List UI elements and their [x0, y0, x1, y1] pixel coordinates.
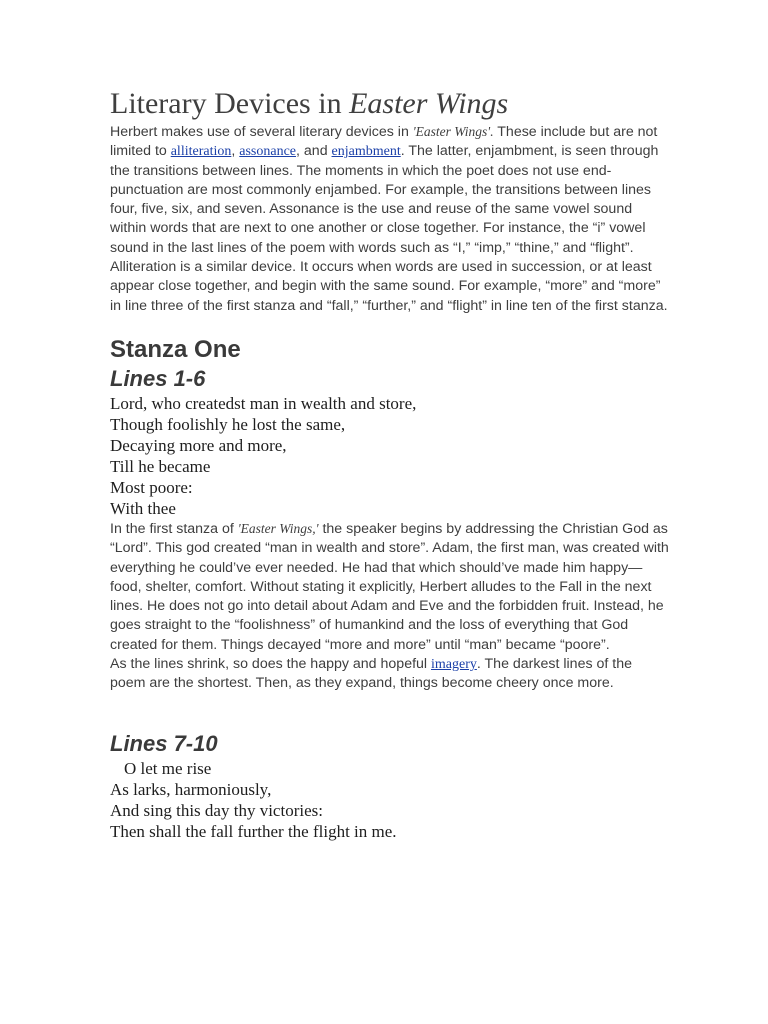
- lines-1-6-heading: Lines 1-6: [110, 365, 206, 391]
- poem-excerpt-2: [110, 758, 670, 842]
- intro-sep-1: ,: [231, 143, 240, 160]
- article-body: [110, 86, 670, 842]
- poem-excerpt-1: [110, 393, 670, 519]
- alliteration-link[interactable]: alliteration: [170, 144, 232, 160]
- intro-text-1: Herbert makes use of several literary devices in: [110, 124, 413, 140]
- poem-line: Lord, who createdst man in wealth and store,: [110, 393, 417, 413]
- poem-title-ref: 'Easter Wings,': [237, 520, 319, 536]
- enjambment-link[interactable]: enjambment: [331, 144, 401, 160]
- intro-text-2: These include but are not limited to: [110, 124, 658, 160]
- poem-line: And sing this day thy victories:: [110, 800, 323, 820]
- page-title: [110, 86, 670, 122]
- intro-sep-2: , and: [296, 143, 332, 160]
- analysis-text-2b: . The darkest lines of the poem are the shortest. Then, as they expand, things become cheery once more.: [110, 656, 632, 692]
- analysis-text-2a: As the lines shrink, so does the happy and hopeful: [110, 656, 432, 673]
- analysis-text-1a: In the first stanza of: [110, 520, 238, 537]
- poem-line: With thee: [110, 498, 176, 518]
- title-main: Literary Devices in: [110, 87, 350, 120]
- poem-line: As larks, harmoniously,: [110, 779, 272, 799]
- stanza-one-heading: Stanza One: [110, 335, 241, 363]
- poem-line: Till he became: [110, 456, 211, 476]
- analysis-paragraph-1: [110, 519, 670, 655]
- assonance-link[interactable]: assonance: [239, 144, 297, 160]
- poem-title-ref: 'Easter Wings'.: [412, 124, 494, 139]
- spacer: [110, 694, 670, 730]
- intro-paragraph: [110, 122, 670, 316]
- poem-line: O let me rise: [124, 758, 212, 778]
- analysis-paragraph-2: [110, 655, 670, 694]
- poem-line: Though foolishly he lost the same,: [110, 414, 346, 434]
- imagery-link[interactable]: imagery: [431, 657, 477, 673]
- lines-7-10-heading: Lines 7-10: [110, 730, 218, 756]
- poem-line: Decaying more and more,: [110, 435, 287, 455]
- analysis-text-1b: the speaker begins by addressing the Christian God as “Lord”. This god created “man in wealth and store”. Adam, the first man, was created with everything he could’ve ever needed. He had that which should’ve made him happy—food, shelter, comfort. Without stating it explicitly, Herbert alludes to the Fall in the next lines. He does not go into detail about Adam and Eve and the forbidden fruit. Instead, he goes straight to the “foolishness” of humankind and the loss of everything that God created for them. Things decayed “more and more” until “man” became “poore”.: [110, 520, 669, 653]
- intro-text-3: . The latter, enjambment, is seen through the transitions between lines. The moments in which the poet does not use end-punctuation are most commonly enjambed. For example, the transitions between lines four, five, six, and seven. Assonance is the use and reuse of the same vowel sound within words that are next to one another or close together. For instance, the “i” vowel sound in the last lines of the poem with words such as “I,” “imp,” “thine,” and “flight”. Alliteration is a similar device. It occurs when words are used in succession, or at least appear close together, and begin with the same sound. For example, “more” and “more” in line three of the first stanza and “fall,” “further,” and “flight” in line ten of the first stanza.: [110, 143, 668, 314]
- poem-line: Then shall the fall further the flight in me.: [110, 821, 397, 841]
- poem-line: Most poore:: [110, 477, 193, 497]
- title-italic: Easter Wings: [349, 87, 509, 120]
